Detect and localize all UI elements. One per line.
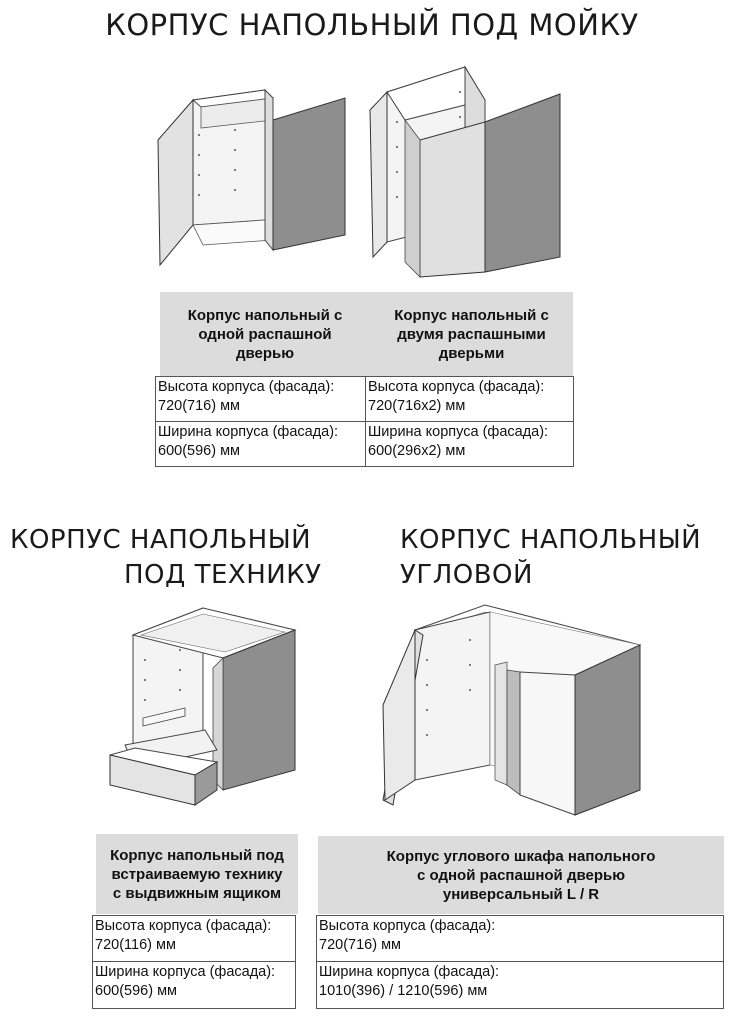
- sink-one-door-height: Высота корпуса (фасада): 720(716) мм: [155, 376, 365, 422]
- sink-cabinet-two-doors-illustration: [365, 62, 565, 282]
- appliance-cabinet-illustration: [105, 600, 305, 815]
- sink-one-door-header: Корпус напольный с одной распашной дверью: [160, 292, 370, 376]
- appliance-cabinet-width: Ширина корпуса (фасада): 600(596) мм: [92, 961, 296, 1009]
- corner-cabinet-illustration: [375, 590, 665, 820]
- corner-cabinet-height: Высота корпуса (фасада): 720(716) мм: [316, 915, 724, 962]
- corner-cabinet-width: Ширина корпуса (фасада): 1010(396) / 1210(596) мм: [316, 961, 724, 1009]
- sink-two-doors-height: Высота корпуса (фасада): 720(716х2) мм: [365, 376, 574, 422]
- appliance-cabinet-title-line1: КОРПУС НАПОЛЬНЫЙ: [10, 525, 312, 555]
- sink-cabinet-title: КОРПУС НАПОЛЬНЫЙ ПОД МОЙКУ: [105, 8, 639, 42]
- sink-one-door-width: Ширина корпуса (фасада): 600(596) мм: [155, 421, 365, 467]
- appliance-cabinet-height: Высота корпуса (фасада): 720(116) мм: [92, 915, 296, 962]
- appliance-cabinet-title-line2: ПОД ТЕХНИКУ: [124, 560, 322, 590]
- corner-cabinet-title-line2: УГЛОВОЙ: [400, 560, 533, 590]
- sink-two-doors-width: Ширина корпуса (фасада): 600(296х2) мм: [365, 421, 574, 467]
- sink-cabinet-one-door-illustration: [155, 80, 355, 270]
- sink-two-doors-header: Корпус напольный с двумя распашными дверьми: [370, 292, 573, 376]
- appliance-cabinet-header: Корпус напольный под встраиваемую технику с выдвижным ящиком: [96, 834, 298, 914]
- corner-cabinet-title-line1: КОРПУС НАПОЛЬНЫЙ: [400, 525, 702, 555]
- corner-cabinet-header: Корпус углового шкафа напольного с одной распашной дверью универсальный L / R: [318, 836, 724, 914]
